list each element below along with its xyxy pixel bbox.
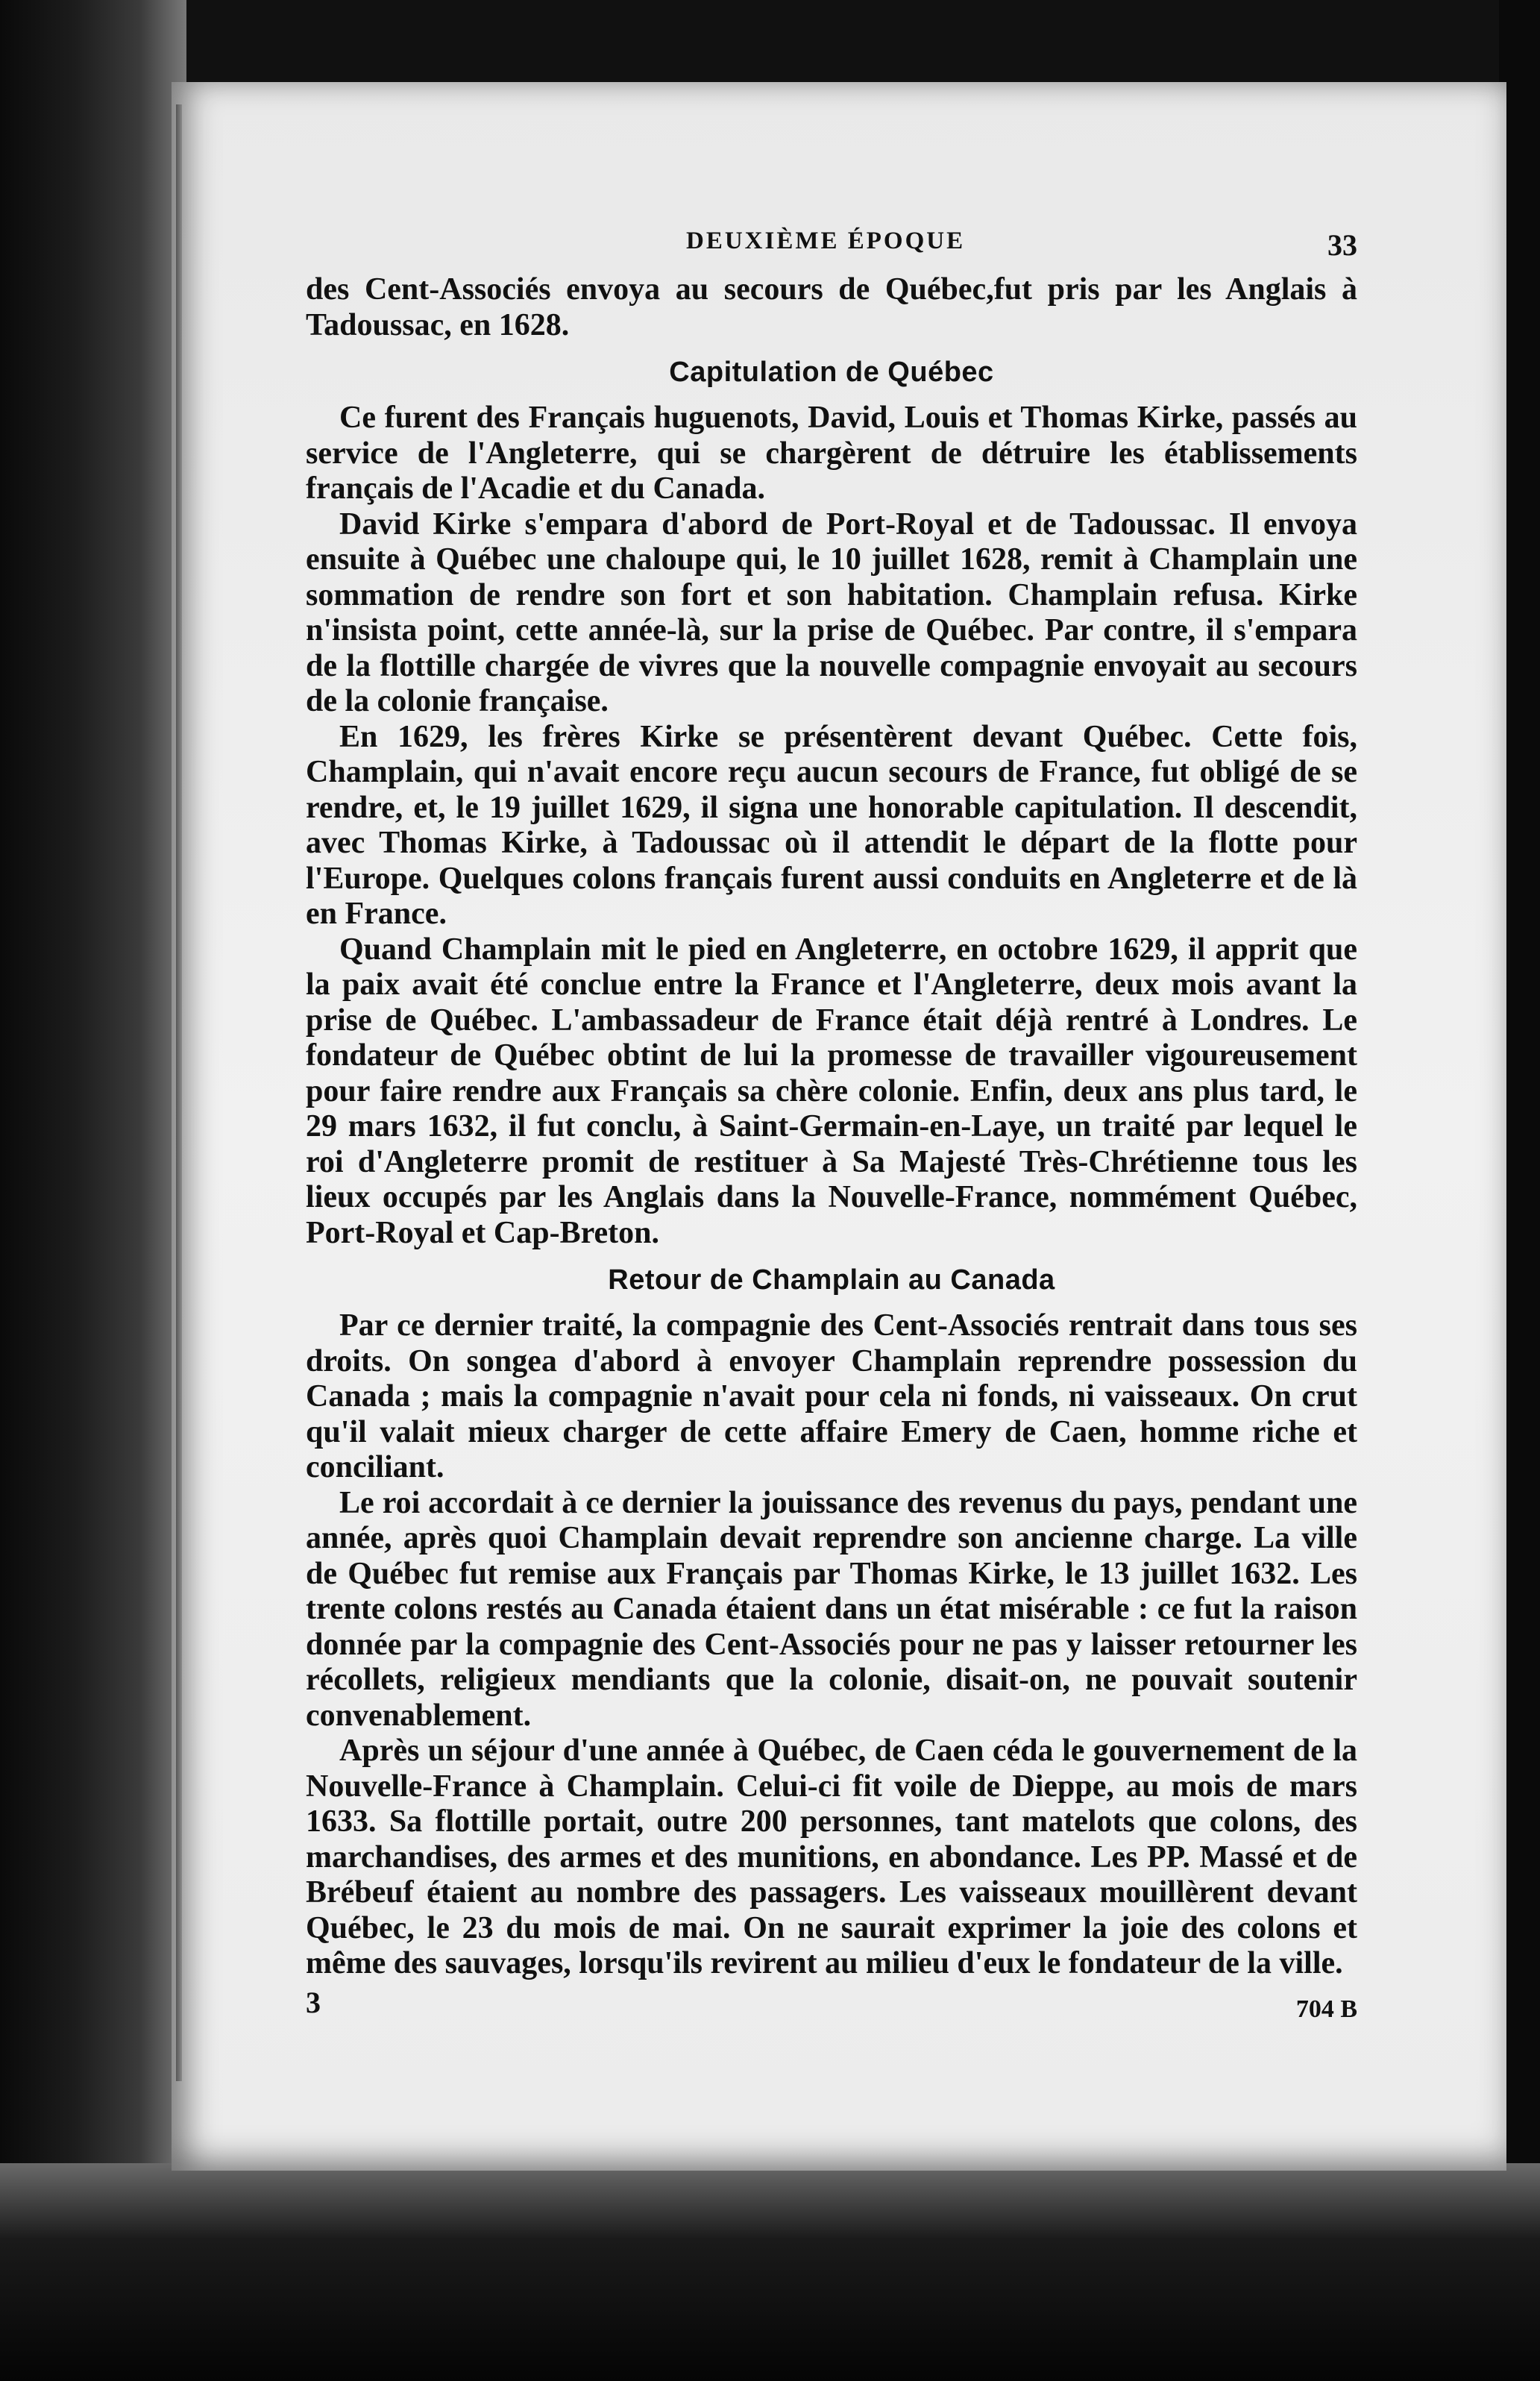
print-code: 704 B xyxy=(1295,1995,1357,2023)
paragraph: Le roi accordait à ce dernier la jouissance des revenus du pays, pendant une année, après quoi Champlain devait reprendre son ancienne charge. La ville de Québec fut remise aux Français par Thomas Kirke, le 13 juillet 1632. Les trente colons restés au Canada étaient dans un état misérable : ce fut la raison donnée par la compagnie des Cent-Associés pour ne pas y laisser retourner les récollets, religieux mendiants que la colonie, disait-on, ne pouvait soutenir convenablement. xyxy=(306,1485,1357,1733)
running-title: DEUXIÈME ÉPOQUE xyxy=(686,228,966,254)
page-gutter xyxy=(176,104,182,2081)
page-footer xyxy=(306,1985,1357,2022)
page-text-block xyxy=(306,228,1357,2022)
paragraph: Après un séjour d'une année à Québec, de Caen céda le gouvernement de la Nouvelle-France à Champlain. Celui-ci fit voile de Dieppe, au mois de mars 1633. Sa flottille portait, outre 200 personnes, tant matelots que colons, des marchandises, des armes et des munitions, en abondance. Les PP. Massé et de Brébeuf étaient au nombre des passagers. Les vaisseaux mouillèrent devant Québec, le 23 du mois de mai. On ne saurait exprimer la joie des colons et même des sauvages, lorsqu'ils revirent au milieu d'eux le fondateur de la ville. xyxy=(306,1734,1357,1980)
section-heading-capitulation: Capitulation de Québec xyxy=(669,357,994,388)
opening-paragraph: des Cent-Associés envoya au secours de Québec,fut pris par les Anglais à Tadoussac, en 1628. xyxy=(306,272,1357,342)
scan-left-margin xyxy=(0,0,186,2381)
paragraph: Ce furent des Français huguenots, David, Louis et Thomas Kirke, passés au service de l'Angleterre, qui se chargèrent de détruire les établissements français de l'Acadie et du Canada. xyxy=(306,401,1357,506)
paragraph: En 1629, les frères Kirke se présentèrent devant Québec. Cette fois, Champlain, qui n'avait encore reçu aucun secours de France, fut obligé de se rendre, et, le 19 juillet 1629, il signa une honorable capitulation. Il descendit, avec Thomas Kirke, à Tadoussac où il attendit le départ de la flotte pour l'Europe. Quelques colons français furent aussi conduits en Angleterre et de là en France. xyxy=(306,719,1357,931)
page-number: 33 xyxy=(1327,228,1357,262)
paragraph: Par ce dernier traité, la compagnie des Cent-Associés rentrait dans tous ses droits. On songea d'abord à envoyer Champlain reprendre possession du Canada ; mais la compagnie n'avait pour cela ni fonds, ni vaisseaux. On crut qu'il valait mieux charger de cette affaire Emery de Caen, homme riche et conciliant. xyxy=(306,1308,1357,1484)
scan-bottom-margin xyxy=(0,2163,1540,2381)
paragraph: Quand Champlain mit le pied en Angleterre, en octobre 1629, il apprit que la paix avait été conclue entre la France et l'Angleterre, deux mois avant la prise de Québec. L'ambassadeur de France était déjà rentré à Londres. Le fondateur de Québec obtint de lui la promesse de travailler vigoureusement pour faire rendre aux Français sa chère colonie. Enfin, deux ans plus tard, le 29 mars 1632, il fut conclu, à Saint-Germain-en-Laye, un traité par lequel le roi d'Angleterre promit de restituer à Sa Majesté Très-Chrétienne tous les lieux occupés par les Anglais dans la Nouvelle-France, nommément Québec, Port-Royal et Cap-Breton. xyxy=(306,932,1357,1250)
running-head xyxy=(306,228,1357,272)
section-heading-retour: Retour de Champlain au Canada xyxy=(608,1264,1055,1296)
paragraph: David Kirke s'empara d'abord de Port-Royal et de Tadoussac. Il envoya ensuite à Québec une chaloupe qui, le 10 juillet 1628, remit à Champlain une sommation de rendre son fort et son habitation. Champlain refusa. Kirke n'insista point, cette année-là, sur la prise de Québec. Par contre, il s'empara de la flottille chargée de vivres que la nouvelle compagnie envoyait au secours de la colonie française. xyxy=(306,506,1357,718)
signature-mark: 3 xyxy=(306,1985,321,2019)
